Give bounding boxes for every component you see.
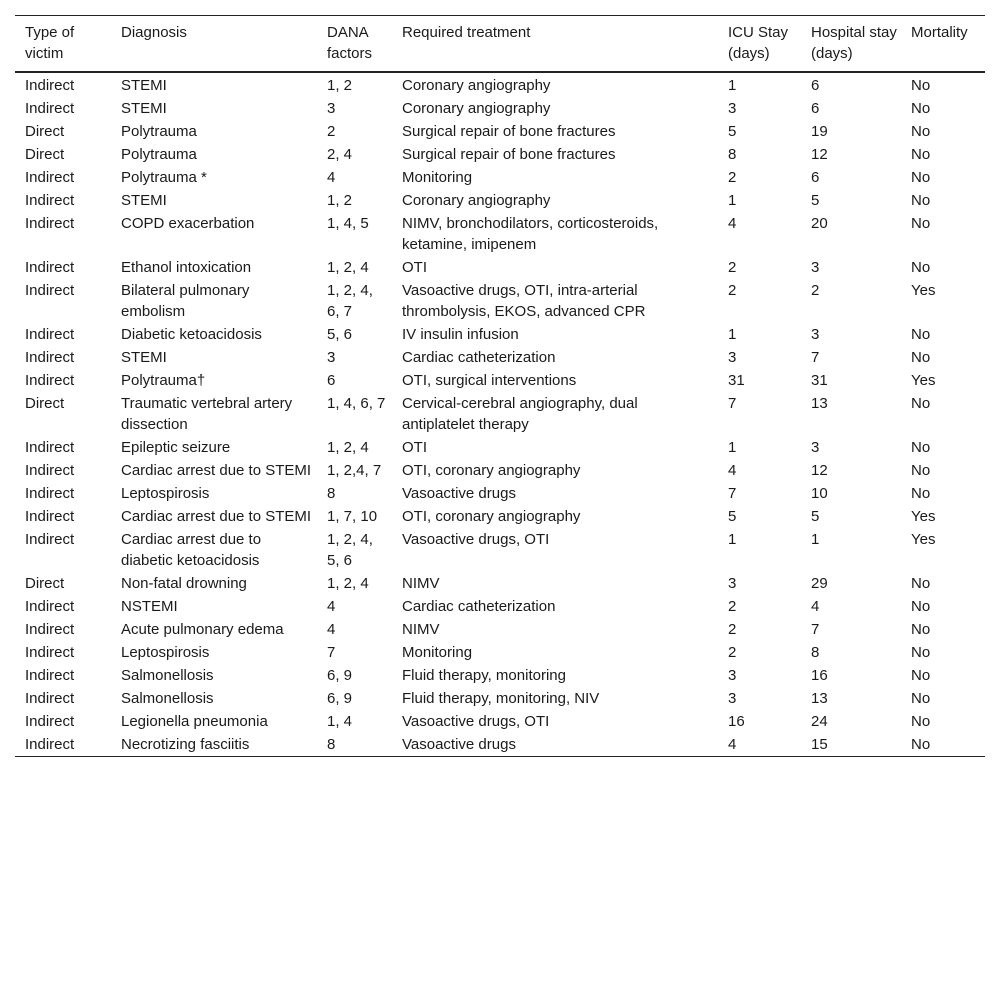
cell-type-of-victim: Direct bbox=[25, 395, 65, 412]
cell-mortality: No bbox=[911, 621, 931, 638]
cell-type-of-victim: Indirect bbox=[25, 462, 75, 479]
cell-required-treatment: Fluid therapy, monitoring bbox=[402, 667, 566, 684]
cell-icu-stay: 2 bbox=[728, 644, 737, 661]
table-row bbox=[15, 618, 985, 641]
cell-icu-stay: 4 bbox=[728, 736, 737, 753]
cell-hospital-stay: 7 bbox=[811, 621, 820, 638]
cell-mortality: No bbox=[911, 215, 931, 232]
cell-icu-stay: 1 bbox=[728, 439, 737, 456]
cell-mortality: No bbox=[911, 485, 931, 502]
cell-type-of-victim: Indirect bbox=[25, 326, 75, 343]
cell-type-of-victim: Indirect bbox=[25, 621, 75, 638]
cell-mortality: No bbox=[911, 690, 931, 707]
cell-diagnosis: Legionella pneumonia bbox=[121, 713, 268, 730]
cell-required-treatment: Monitoring bbox=[402, 169, 473, 186]
cell-required-treatment: NIMV, bronchodilators, corticosteroids, ketamine, imipenem bbox=[402, 215, 659, 253]
cell-type-of-victim: Indirect bbox=[25, 736, 75, 753]
cell-required-treatment: Monitoring bbox=[402, 644, 473, 661]
cell-type-of-victim: Indirect bbox=[25, 77, 75, 94]
table-row bbox=[15, 143, 985, 166]
cell-required-treatment: OTI, coronary angiography bbox=[402, 508, 581, 525]
cell-hospital-stay: 3 bbox=[811, 259, 820, 276]
cell-icu-stay: 3 bbox=[728, 690, 737, 707]
cell-dana-factors: 6 bbox=[327, 372, 336, 389]
cell-required-treatment: NIMV bbox=[402, 575, 440, 592]
cell-required-treatment: Vasoactive drugs, OTI bbox=[402, 531, 550, 548]
cell-hospital-stay: 12 bbox=[811, 146, 828, 163]
cell-hospital-stay: 8 bbox=[811, 644, 820, 661]
cell-dana-factors: 1, 4, 5 bbox=[327, 215, 369, 232]
cell-type-of-victim: Indirect bbox=[25, 667, 75, 684]
cell-required-treatment: Vasoactive drugs bbox=[402, 485, 516, 502]
cell-dana-factors: 4 bbox=[327, 598, 336, 615]
cell-mortality: No bbox=[911, 598, 931, 615]
cell-dana-factors: 3 bbox=[327, 100, 336, 117]
cell-icu-stay: 2 bbox=[728, 259, 737, 276]
cell-required-treatment: Surgical repair of bone fractures bbox=[402, 146, 616, 163]
cell-type-of-victim: Direct bbox=[25, 575, 65, 592]
table-row bbox=[15, 392, 985, 436]
cell-diagnosis: Polytrauma† bbox=[121, 372, 206, 389]
cell-type-of-victim: Indirect bbox=[25, 598, 75, 615]
table-row bbox=[15, 166, 985, 189]
header-mortality: Mortality bbox=[911, 24, 968, 41]
cell-diagnosis: Necrotizing fasciitis bbox=[121, 736, 250, 753]
cell-diagnosis: Ethanol intoxication bbox=[121, 259, 252, 276]
cell-dana-factors: 6, 9 bbox=[327, 690, 353, 707]
table-row bbox=[15, 256, 985, 279]
cell-mortality: No bbox=[911, 192, 931, 209]
cell-hospital-stay: 5 bbox=[811, 508, 820, 525]
cell-mortality: No bbox=[911, 644, 931, 661]
cell-hospital-stay: 15 bbox=[811, 736, 828, 753]
cell-required-treatment: OTI bbox=[402, 259, 427, 276]
cell-diagnosis: Epileptic seizure bbox=[121, 439, 231, 456]
cell-type-of-victim: Indirect bbox=[25, 372, 75, 389]
cell-hospital-stay: 20 bbox=[811, 215, 828, 232]
cell-diagnosis: STEMI bbox=[121, 100, 167, 117]
table-row bbox=[15, 189, 985, 212]
cell-diagnosis: Cardiac arrest due to diabetic ketoacidosis bbox=[121, 531, 262, 569]
cell-dana-factors: 2 bbox=[327, 123, 336, 140]
cell-required-treatment: Vasoactive drugs, OTI, intra-arterial thrombolysis, EKOS, advanced CPR bbox=[402, 282, 646, 320]
cell-hospital-stay: 12 bbox=[811, 462, 828, 479]
cell-hospital-stay: 13 bbox=[811, 690, 828, 707]
cell-mortality: No bbox=[911, 146, 931, 163]
cell-diagnosis: Diabetic ketoacidosis bbox=[121, 326, 262, 343]
cell-dana-factors: 4 bbox=[327, 169, 336, 186]
cell-required-treatment: IV insulin infusion bbox=[402, 326, 519, 343]
cell-dana-factors: 8 bbox=[327, 736, 336, 753]
cell-required-treatment: Cervical-cerebral angiography, dual antiplatelet therapy bbox=[402, 395, 638, 433]
cell-icu-stay: 1 bbox=[728, 531, 737, 548]
cell-required-treatment: Cardiac catheterization bbox=[402, 598, 556, 615]
cell-mortality: No bbox=[911, 259, 931, 276]
cell-diagnosis: Non-fatal drowning bbox=[121, 575, 247, 592]
table-row bbox=[15, 212, 985, 256]
cell-diagnosis: STEMI bbox=[121, 192, 167, 209]
cell-icu-stay: 7 bbox=[728, 485, 737, 502]
cell-dana-factors: 8 bbox=[327, 485, 336, 502]
table-row bbox=[15, 346, 985, 369]
cell-dana-factors: 6, 9 bbox=[327, 667, 353, 684]
cell-diagnosis: Traumatic vertebral artery dissection bbox=[121, 395, 293, 433]
table-row bbox=[15, 72, 985, 97]
cell-icu-stay: 1 bbox=[728, 77, 737, 94]
cell-diagnosis: Acute pulmonary edema bbox=[121, 621, 284, 638]
table-row bbox=[15, 528, 985, 572]
cell-type-of-victim: Indirect bbox=[25, 282, 75, 299]
table-row bbox=[15, 120, 985, 143]
cell-hospital-stay: 7 bbox=[811, 349, 820, 366]
cell-type-of-victim: Indirect bbox=[25, 100, 75, 117]
cell-required-treatment: Surgical repair of bone fractures bbox=[402, 123, 616, 140]
cell-hospital-stay: 19 bbox=[811, 123, 828, 140]
cell-required-treatment: Coronary angiography bbox=[402, 192, 551, 209]
cell-diagnosis: Salmonellosis bbox=[121, 667, 214, 684]
cell-icu-stay: 4 bbox=[728, 215, 737, 232]
table-row bbox=[15, 97, 985, 120]
cell-required-treatment: Vasoactive drugs, OTI bbox=[402, 713, 550, 730]
cell-hospital-stay: 16 bbox=[811, 667, 828, 684]
cell-required-treatment: OTI, surgical interventions bbox=[402, 372, 577, 389]
cell-type-of-victim: Indirect bbox=[25, 690, 75, 707]
cell-icu-stay: 31 bbox=[728, 372, 745, 389]
cell-icu-stay: 3 bbox=[728, 667, 737, 684]
cell-dana-factors: 1, 4 bbox=[327, 713, 353, 730]
table-row bbox=[15, 436, 985, 459]
cell-required-treatment: Coronary angiography bbox=[402, 100, 551, 117]
cell-hospital-stay: 1 bbox=[811, 531, 820, 548]
cell-type-of-victim: Direct bbox=[25, 146, 65, 163]
cell-dana-factors: 1, 7, 10 bbox=[327, 508, 378, 525]
cell-required-treatment: Coronary angiography bbox=[402, 77, 551, 94]
cell-icu-stay: 3 bbox=[728, 575, 737, 592]
cell-icu-stay: 1 bbox=[728, 326, 737, 343]
cell-hospital-stay: 5 bbox=[811, 192, 820, 209]
cell-hospital-stay: 31 bbox=[811, 372, 828, 389]
table-row bbox=[15, 279, 985, 323]
cell-dana-factors: 4 bbox=[327, 621, 336, 638]
table-row bbox=[15, 369, 985, 392]
cell-dana-factors: 1, 2, 4 bbox=[327, 439, 369, 456]
cell-dana-factors: 1, 2, 4 bbox=[327, 259, 369, 276]
table-row bbox=[15, 505, 985, 528]
cell-dana-factors: 3 bbox=[327, 349, 336, 366]
cell-type-of-victim: Indirect bbox=[25, 192, 75, 209]
patient-outcomes-table bbox=[15, 15, 985, 757]
cell-dana-factors: 7 bbox=[327, 644, 336, 661]
cell-icu-stay: 16 bbox=[728, 713, 745, 730]
cell-icu-stay: 3 bbox=[728, 100, 737, 117]
cell-diagnosis: NSTEMI bbox=[121, 598, 178, 615]
cell-diagnosis: Cardiac arrest due to STEMI bbox=[121, 508, 312, 525]
cell-icu-stay: 2 bbox=[728, 598, 737, 615]
cell-hospital-stay: 10 bbox=[811, 485, 828, 502]
cell-diagnosis: Salmonellosis bbox=[121, 690, 214, 707]
cell-diagnosis: Polytrauma * bbox=[121, 169, 207, 186]
cell-dana-factors: 2, 4 bbox=[327, 146, 353, 163]
cell-dana-factors: 1, 2, 4, 6, 7 bbox=[327, 282, 373, 320]
cell-mortality: No bbox=[911, 462, 931, 479]
cell-type-of-victim: Indirect bbox=[25, 349, 75, 366]
header-icu-stay: ICU Stay (days) bbox=[728, 24, 789, 62]
cell-type-of-victim: Indirect bbox=[25, 169, 75, 186]
cell-mortality: Yes bbox=[911, 531, 936, 548]
cell-hospital-stay: 3 bbox=[811, 326, 820, 343]
cell-dana-factors: 5, 6 bbox=[327, 326, 353, 343]
cell-required-treatment: Vasoactive drugs bbox=[402, 736, 516, 753]
cell-required-treatment: NIMV bbox=[402, 621, 440, 638]
cell-dana-factors: 1, 2,4, 7 bbox=[327, 462, 382, 479]
cell-mortality: No bbox=[911, 667, 931, 684]
header-required-treatment: Required treatment bbox=[402, 24, 531, 41]
cell-hospital-stay: 2 bbox=[811, 282, 820, 299]
cell-mortality: No bbox=[911, 100, 931, 117]
header-type-of-victim: Type of victim bbox=[25, 24, 75, 62]
cell-type-of-victim: Indirect bbox=[25, 485, 75, 502]
cell-type-of-victim: Indirect bbox=[25, 531, 75, 548]
cell-icu-stay: 5 bbox=[728, 508, 737, 525]
cell-mortality: Yes bbox=[911, 508, 936, 525]
cell-diagnosis: Bilateral pulmonary embolism bbox=[121, 282, 250, 320]
header-diagnosis: Diagnosis bbox=[121, 24, 187, 41]
cell-diagnosis: Polytrauma bbox=[121, 123, 197, 140]
cell-dana-factors: 1, 4, 6, 7 bbox=[327, 395, 386, 412]
cell-type-of-victim: Indirect bbox=[25, 259, 75, 276]
cell-mortality: No bbox=[911, 77, 931, 94]
table-row bbox=[15, 595, 985, 618]
cell-icu-stay: 2 bbox=[728, 621, 737, 638]
cell-hospital-stay: 4 bbox=[811, 598, 820, 615]
table-row bbox=[15, 482, 985, 505]
cell-mortality: No bbox=[911, 575, 931, 592]
table-row bbox=[15, 687, 985, 710]
table-row bbox=[15, 641, 985, 664]
cell-mortality: No bbox=[911, 395, 931, 412]
cell-diagnosis: STEMI bbox=[121, 349, 167, 366]
cell-hospital-stay: 6 bbox=[811, 100, 820, 117]
cell-hospital-stay: 6 bbox=[811, 77, 820, 94]
cell-required-treatment: OTI, coronary angiography bbox=[402, 462, 581, 479]
cell-diagnosis: Leptospirosis bbox=[121, 485, 210, 502]
table-row bbox=[15, 459, 985, 482]
cell-dana-factors: 1, 2 bbox=[327, 192, 353, 209]
cell-type-of-victim: Indirect bbox=[25, 713, 75, 730]
cell-icu-stay: 2 bbox=[728, 169, 737, 186]
table-row bbox=[15, 710, 985, 733]
cell-icu-stay: 4 bbox=[728, 462, 737, 479]
header-hospital-stay: Hospital stay (days) bbox=[811, 24, 897, 62]
cell-mortality: No bbox=[911, 123, 931, 140]
cell-diagnosis: Polytrauma bbox=[121, 146, 197, 163]
cell-hospital-stay: 13 bbox=[811, 395, 828, 412]
cell-mortality: No bbox=[911, 169, 931, 186]
cell-icu-stay: 3 bbox=[728, 349, 737, 366]
cell-hospital-stay: 29 bbox=[811, 575, 828, 592]
cell-mortality: No bbox=[911, 713, 931, 730]
cell-dana-factors: 1, 2, 4, 5, 6 bbox=[327, 531, 373, 569]
cell-icu-stay: 1 bbox=[728, 192, 737, 209]
cell-type-of-victim: Indirect bbox=[25, 439, 75, 456]
cell-required-treatment: Fluid therapy, monitoring, NIV bbox=[402, 690, 600, 707]
cell-hospital-stay: 24 bbox=[811, 713, 828, 730]
cell-type-of-victim: Indirect bbox=[25, 644, 75, 661]
cell-required-treatment: Cardiac catheterization bbox=[402, 349, 556, 366]
table-container bbox=[15, 15, 985, 757]
cell-required-treatment: OTI bbox=[402, 439, 427, 456]
cell-mortality: No bbox=[911, 439, 931, 456]
cell-dana-factors: 1, 2 bbox=[327, 77, 353, 94]
table-header-row bbox=[15, 16, 985, 73]
cell-icu-stay: 8 bbox=[728, 146, 737, 163]
cell-mortality: Yes bbox=[911, 282, 936, 299]
cell-diagnosis: COPD exacerbation bbox=[121, 215, 255, 232]
table-row bbox=[15, 733, 985, 757]
table-row bbox=[15, 572, 985, 595]
header-dana-factors: DANA factors bbox=[327, 24, 373, 62]
cell-dana-factors: 1, 2, 4 bbox=[327, 575, 369, 592]
cell-type-of-victim: Direct bbox=[25, 123, 65, 140]
cell-mortality: No bbox=[911, 736, 931, 753]
cell-hospital-stay: 3 bbox=[811, 439, 820, 456]
cell-type-of-victim: Indirect bbox=[25, 508, 75, 525]
cell-type-of-victim: Indirect bbox=[25, 215, 75, 232]
cell-icu-stay: 7 bbox=[728, 395, 737, 412]
cell-hospital-stay: 6 bbox=[811, 169, 820, 186]
cell-mortality: No bbox=[911, 349, 931, 366]
cell-diagnosis: STEMI bbox=[121, 77, 167, 94]
table-row bbox=[15, 323, 985, 346]
table-row bbox=[15, 664, 985, 687]
cell-mortality: No bbox=[911, 326, 931, 343]
cell-icu-stay: 2 bbox=[728, 282, 737, 299]
cell-diagnosis: Leptospirosis bbox=[121, 644, 210, 661]
cell-icu-stay: 5 bbox=[728, 123, 737, 140]
cell-mortality: Yes bbox=[911, 372, 936, 389]
cell-diagnosis: Cardiac arrest due to STEMI bbox=[121, 462, 312, 479]
